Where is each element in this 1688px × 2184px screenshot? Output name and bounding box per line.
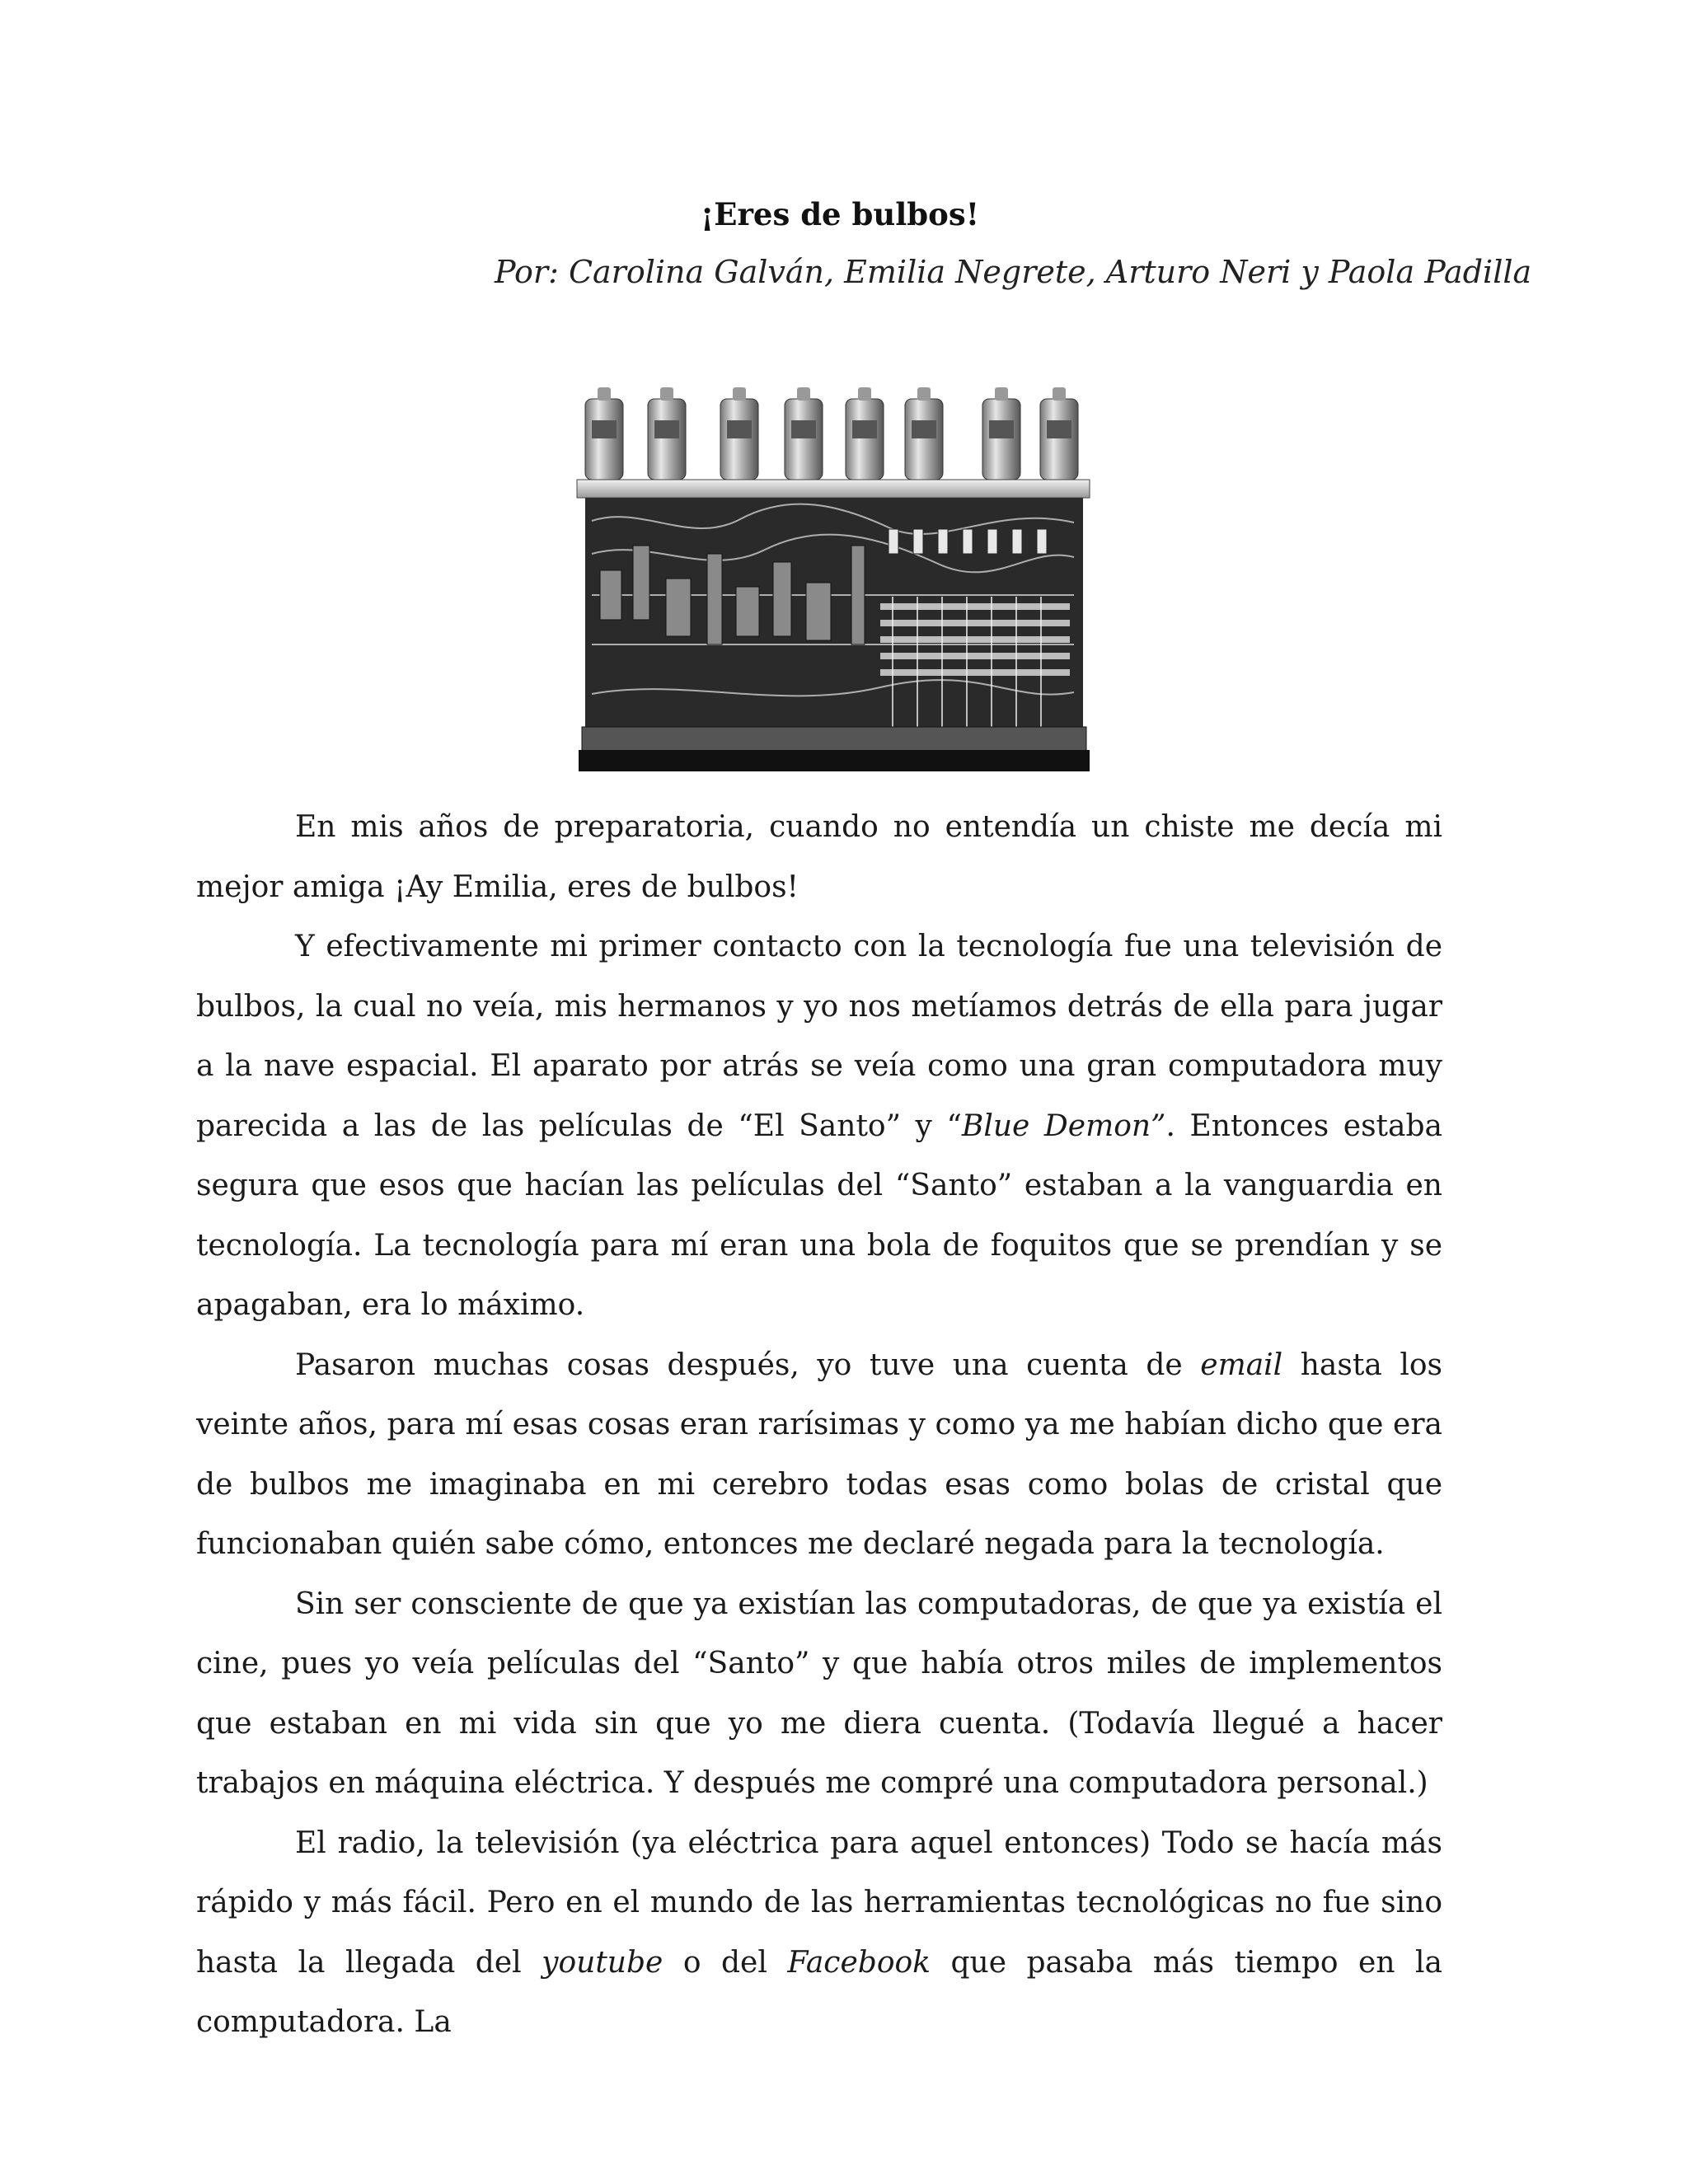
paragraph-3: Pasaron muchas cosas después, yo tuve una cuenta de email hasta los veinte años, para mí esas cosas eran rarísimas y como ya me habían dicho que era de bulbos me imaginaba en mi cerebro todas esas como bolas de cristal que funcionaban quién sabe cómo, entonces me declaré negada para la tecnología. xyxy=(196,1347,1442,1561)
vacuum-tube-computer-photo xyxy=(567,381,1103,778)
paragraph-4: Sin ser consciente de que ya existían las computadoras, de que ya existía el cine, pues yo veía películas del “Santo” y que había otros miles de implementos que estaban en mi vida sin que yo me diera cuenta. (Todavía llegué a hacer trabajos en máquina eléctrica. Y después me compré una computadora personal.) xyxy=(196,1586,1442,1800)
body-text xyxy=(196,798,1442,2053)
vacuum-tube-module-icon xyxy=(567,381,1103,778)
paragraph-1: En mis años de preparatoria, cuando no entendía un chiste me decía mi mejor amiga ¡Ay Emilia, eres de bulbos! xyxy=(196,810,1442,904)
paragraph-5: El radio, la televisión (ya eléctrica para aquel entonces) Todo se hacía más rápido y más fácil. Pero en el mundo de las herramientas tecnológicas no fue sino hasta la llegada del youtube o del Facebook que pasaba más tiempo en la computadora. La xyxy=(196,1825,1442,2039)
document-byline: Por: Carolina Galván, Emilia Negrete, Arturo Neri y Paola Padilla xyxy=(495,254,1532,290)
document-title: ¡Eres de bulbos! xyxy=(701,196,979,232)
paragraph-2: Y efectivamente mi primer contacto con la tecnología fue una televisión de bulbos, la cual no veía, mis hermanos y yo nos metíamos detrás de ella para jugar a la nave espacial. El aparato por atrás se veía como una gran computadora muy parecida a las de las películas de “El Santo” y “Blue Demon”. Entonces estaba segura que esos que hacían las películas del “Santo” estaban a la vanguardia en tecnología. La tecnología para mí eran una bola de foquitos que se prendían y se apagaban, era lo máximo. xyxy=(196,930,1442,1322)
